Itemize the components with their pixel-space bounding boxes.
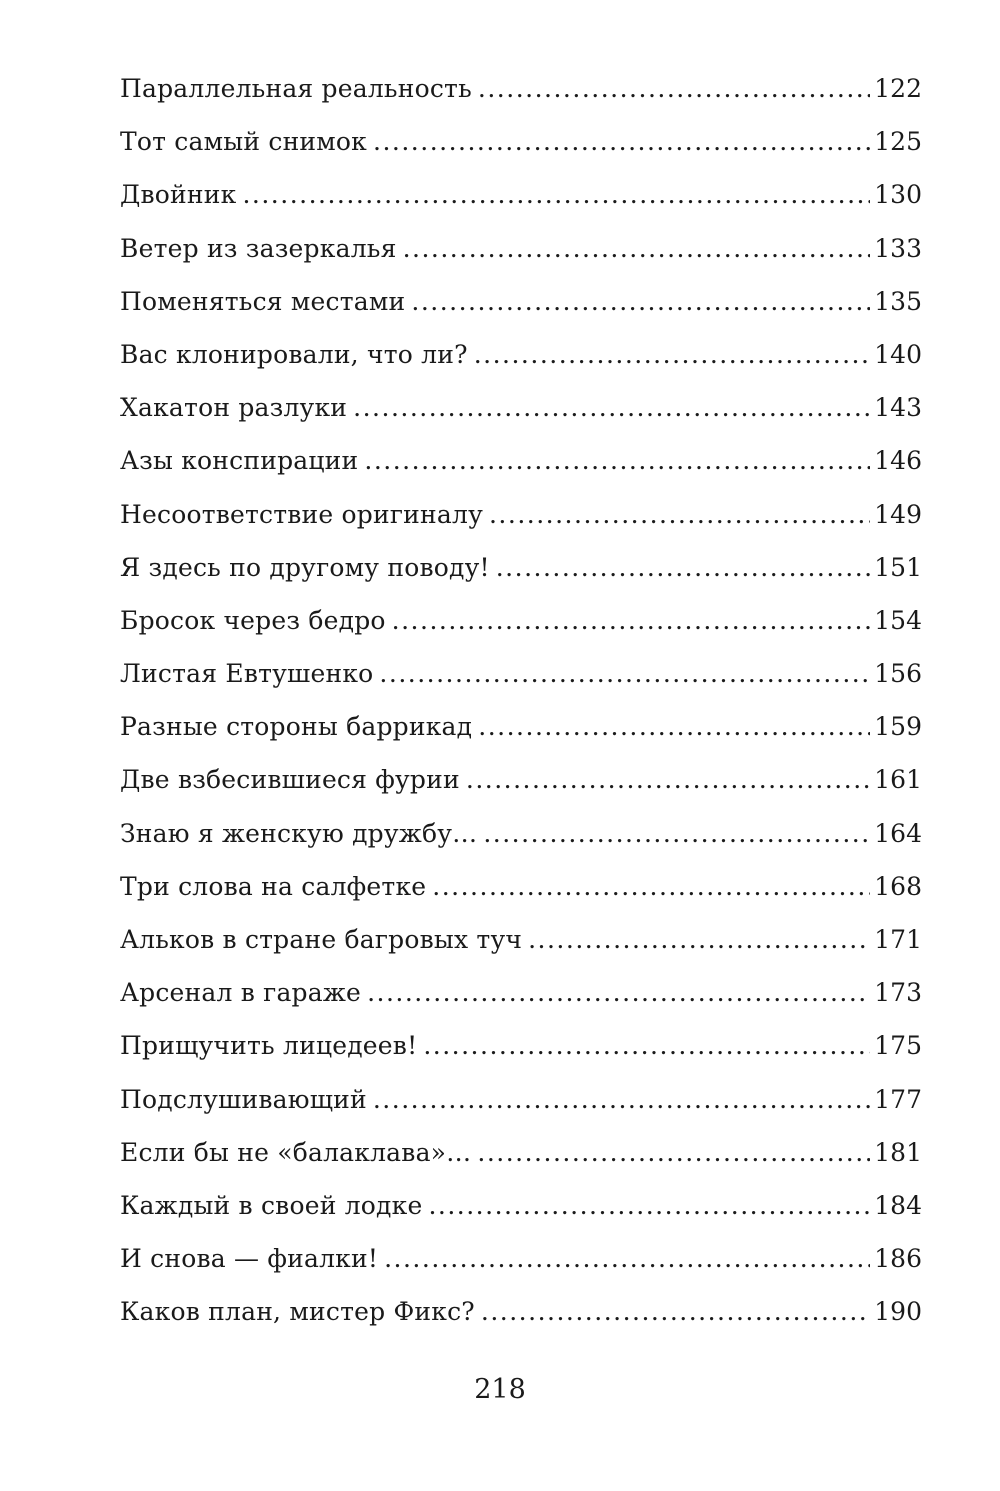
toc-entry-title: Азы конспирации bbox=[120, 446, 359, 476]
toc-entry-title: Вас клонировали, что ли? bbox=[120, 339, 468, 369]
toc-entry-page: 125 bbox=[874, 127, 922, 157]
toc-dot-leader bbox=[432, 866, 870, 908]
toc-entry bbox=[120, 1291, 922, 1344]
toc-entry-page: 140 bbox=[874, 339, 922, 369]
toc-entry-title: Несоответствие оригиналу bbox=[120, 499, 483, 529]
toc-entry-title: И снова — фиалки! bbox=[120, 1244, 379, 1274]
toc-entry-page: 133 bbox=[874, 233, 922, 263]
toc-entry bbox=[120, 440, 922, 493]
toc-dot-leader bbox=[423, 1025, 870, 1067]
toc-dot-leader bbox=[528, 919, 870, 961]
page-number: 218 bbox=[474, 1374, 526, 1405]
toc-entry-page: 149 bbox=[874, 499, 922, 529]
toc-dot-leader bbox=[364, 440, 870, 482]
toc-entry bbox=[120, 1025, 922, 1078]
toc-dot-leader bbox=[481, 1291, 870, 1333]
toc-dot-leader bbox=[428, 1185, 870, 1227]
toc-entry-page: 159 bbox=[874, 712, 922, 742]
toc-entry bbox=[120, 919, 922, 972]
toc-entry-page: 154 bbox=[874, 605, 922, 635]
toc-entry-page: 122 bbox=[874, 74, 922, 103]
toc-entry-title: Если бы не «балаклава»… bbox=[120, 1137, 472, 1167]
toc-entry-page: 164 bbox=[874, 818, 922, 848]
toc-dot-leader bbox=[466, 759, 870, 801]
toc-entry-title: Ветер из зазеркалья bbox=[120, 233, 397, 263]
toc-entry bbox=[120, 68, 922, 121]
toc-entry-title: Я здесь по другому поводу! bbox=[120, 552, 490, 582]
toc-dot-leader bbox=[373, 121, 870, 163]
toc-entry-page: 156 bbox=[874, 659, 922, 689]
toc-entry bbox=[120, 228, 922, 281]
toc-entry-title: Хакатон разлуки bbox=[120, 393, 348, 423]
toc-entry-page: 175 bbox=[874, 1031, 922, 1061]
toc-entry-page: 190 bbox=[874, 1297, 922, 1327]
toc-entry bbox=[120, 547, 922, 600]
toc-entry-page: 171 bbox=[874, 925, 922, 954]
toc-entry-page: 184 bbox=[874, 1190, 922, 1220]
toc-entry-page: 151 bbox=[874, 552, 922, 582]
toc-entry-title: Листая Евтушенко bbox=[120, 659, 374, 689]
toc-entry bbox=[120, 1185, 922, 1238]
toc-entry bbox=[120, 972, 922, 1025]
toc-entry bbox=[120, 174, 922, 227]
toc-dot-leader bbox=[403, 228, 871, 270]
toc-entry bbox=[120, 121, 922, 174]
toc-entry-page: 181 bbox=[874, 1137, 922, 1167]
toc-entry-title: Две взбесившиеся фурии bbox=[120, 765, 460, 795]
toc-entry-title: Двойник bbox=[120, 180, 237, 210]
toc-dot-leader bbox=[373, 1079, 870, 1121]
toc-entry-title: Каждый в своей лодке bbox=[120, 1190, 423, 1220]
toc-entry-page: 177 bbox=[874, 1084, 922, 1114]
toc-entry-page: 173 bbox=[874, 978, 922, 1008]
toc-dot-leader bbox=[384, 1238, 870, 1280]
toc-entry bbox=[120, 600, 922, 653]
toc-dot-leader bbox=[242, 174, 870, 216]
toc-dot-leader bbox=[392, 600, 871, 642]
toc-entry bbox=[120, 334, 922, 387]
toc-entry-page: 130 bbox=[874, 180, 922, 210]
toc-entry-title: Параллельная реальность bbox=[120, 74, 472, 103]
toc-entry bbox=[120, 813, 922, 866]
toc-dot-leader bbox=[478, 706, 870, 748]
toc-entry-page: 186 bbox=[874, 1244, 922, 1274]
toc-entry bbox=[120, 653, 922, 706]
toc-entry-page: 143 bbox=[874, 393, 922, 423]
toc-entry-title: Прищучить лицедеев! bbox=[120, 1031, 418, 1061]
toc-dot-leader bbox=[379, 653, 870, 695]
toc-dot-leader bbox=[353, 387, 870, 429]
toc-entry-page: 146 bbox=[874, 446, 922, 476]
toc-entry bbox=[120, 1238, 922, 1291]
toc-entry bbox=[120, 387, 922, 440]
toc-dot-leader bbox=[489, 494, 870, 536]
toc-entry bbox=[120, 706, 922, 759]
toc-entry-page: 135 bbox=[874, 286, 922, 316]
toc-entry-title: Арсенал в гараже bbox=[120, 978, 362, 1008]
toc-entry bbox=[120, 1079, 922, 1132]
toc-entry bbox=[120, 759, 922, 812]
toc-entry-title: Три слова на салфетке bbox=[120, 871, 427, 901]
toc-dot-leader bbox=[477, 1132, 870, 1174]
table-of-contents bbox=[120, 68, 922, 1345]
toc-entry-title: Тот самый снимок bbox=[120, 127, 368, 157]
toc-entry-title: Знаю я женскую дружбу… bbox=[120, 818, 478, 848]
toc-dot-leader bbox=[483, 813, 870, 855]
toc-dot-leader bbox=[474, 334, 871, 376]
toc-entry-title: Разные стороны баррикад bbox=[120, 712, 473, 742]
toc-dot-leader bbox=[367, 972, 870, 1014]
toc-dot-leader bbox=[478, 68, 870, 110]
toc-entry-page: 168 bbox=[874, 871, 922, 901]
toc-dot-leader bbox=[496, 547, 871, 589]
toc-entry bbox=[120, 866, 922, 919]
toc-entry-title: Альков в стране багровых туч bbox=[120, 925, 523, 954]
toc-entry-title: Каков план, мистер Фикс? bbox=[120, 1297, 475, 1327]
toc-entry bbox=[120, 494, 922, 547]
toc-entry bbox=[120, 281, 922, 334]
toc-entry-title: Подслушивающий bbox=[120, 1084, 367, 1114]
toc-entry bbox=[120, 1132, 922, 1185]
toc-entry-title: Поменяться местами bbox=[120, 286, 406, 316]
toc-entry-title: Бросок через бедро bbox=[120, 605, 386, 635]
toc-entry-page: 161 bbox=[874, 765, 922, 795]
toc-dot-leader bbox=[411, 281, 870, 323]
